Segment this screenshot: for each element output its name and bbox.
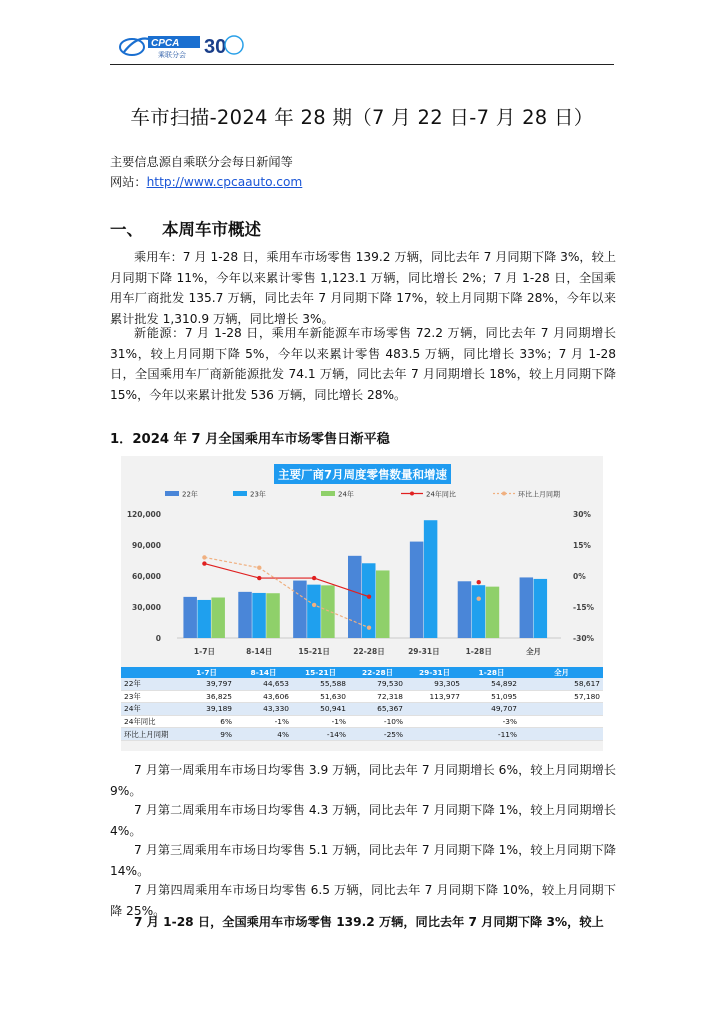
source-line: 主要信息源自乘联分会每日新闻等 (110, 155, 293, 169)
x-tick-label: 15-21日 (298, 647, 330, 656)
line-point (202, 555, 206, 559)
table-cell (520, 728, 603, 741)
subsection-heading: 1．2024 年 7 月全国乘用车市场零售日渐平稳 (110, 432, 390, 447)
y-right-tick: 15% (573, 541, 591, 550)
table-cell: 24年同比 (121, 715, 178, 728)
table-cell: 39,189 (178, 703, 235, 716)
table-cell: 113,977 (406, 690, 463, 703)
table-cell: 43,330 (235, 703, 292, 716)
bar (183, 597, 197, 638)
line-point (202, 561, 206, 565)
legend-label: 23年 (250, 490, 266, 499)
chart-title: 主要厂商7月周度零售数量和增速 (278, 467, 447, 482)
weekly-retail-chart (121, 456, 603, 751)
week2-summary: 7 月第二周乘用车市场日均零售 4.3 万辆，同比去年 7 月同期下降 1%，较上月同期增长 4%。 (110, 803, 616, 838)
bar (238, 592, 252, 638)
legend-swatch (233, 491, 247, 496)
section-title: 本周车市概述 (162, 220, 261, 239)
line-point (257, 576, 261, 580)
website-line (110, 172, 616, 193)
bar (424, 520, 438, 638)
table-cell: 51,095 (463, 690, 520, 703)
table-cell: 65,367 (349, 703, 406, 716)
bar (458, 581, 472, 638)
line-point (257, 566, 261, 570)
table-cell (520, 703, 603, 716)
table-cell: 36,825 (178, 690, 235, 703)
website-label: 网站： (110, 175, 147, 189)
bar (252, 593, 265, 638)
logo-subtext: 乘联分会 (158, 51, 186, 59)
table-cell (406, 715, 463, 728)
table-body (121, 678, 603, 740)
table-row (121, 728, 603, 741)
bar (376, 570, 390, 638)
page-header (110, 26, 614, 65)
y-right-tick: -15% (573, 603, 595, 612)
section-heading (110, 216, 261, 240)
bar (293, 581, 307, 638)
table-cell: 44,653 (235, 678, 292, 690)
series-line (204, 557, 369, 627)
table-header-cell: 1-28日 (463, 667, 520, 678)
table-cell: -1% (292, 715, 349, 728)
paragraph-passenger-car: 乘用车：7 月 1-28 日，乘用车市场零售 139.2 万辆，同比去年 7 月同期下降 3%，较上月同期下降 11%，今年以来累计零售 1,123.1 万辆，同比增长 2%；7 月 1-28 日，全国乘用车厂商批发 135.7 万辆，同比去年 7 月同期下降 17%，较上月同期下降 28%，今年以来累计批发 1,310.9 万辆，同比增长 3%。 (110, 250, 616, 326)
bar (520, 577, 534, 638)
table-cell: 6% (178, 715, 235, 728)
table-cell: 23年 (121, 690, 178, 703)
table-cell: -25% (349, 728, 406, 741)
series-line (204, 564, 369, 597)
table-cell: 22年 (121, 678, 178, 690)
y-right-tick: -30% (573, 634, 595, 643)
table-cell: 57,180 (520, 690, 603, 703)
y-left-tick: 30,000 (132, 603, 161, 612)
y-left-tick: 120,000 (126, 510, 161, 519)
line-point (367, 594, 371, 598)
table-cell: 9% (178, 728, 235, 741)
table-cell: -3% (463, 715, 520, 728)
table-header-cell: 1-7日 (178, 667, 235, 678)
table-header-cell: 全月 (520, 667, 603, 678)
table-cell: 72,318 (349, 690, 406, 703)
table-cell: 39,797 (178, 678, 235, 690)
bar (321, 585, 335, 638)
logo-text: CPCA (151, 38, 180, 49)
bar (534, 579, 548, 638)
table-cell: 49,707 (463, 703, 520, 716)
table-cell: -1% (235, 715, 292, 728)
y-right-tick: 0% (573, 572, 586, 581)
table-cell: 43,606 (235, 690, 292, 703)
legend-label: 24年同比 (426, 490, 456, 499)
line-point (312, 603, 316, 607)
table-header-cell: 8-14日 (235, 667, 292, 678)
legend-label: 24年 (338, 490, 354, 499)
table-cell: 环比上月同期 (121, 728, 178, 741)
table-cell: 4% (235, 728, 292, 741)
x-tick-label: 29-31日 (408, 647, 440, 656)
x-tick-label: 1-28日 (465, 647, 492, 656)
table-cell: -10% (349, 715, 406, 728)
table-row (121, 703, 603, 716)
table-row (121, 715, 603, 728)
table-cell (520, 715, 603, 728)
table-cell: 79,530 (349, 678, 406, 690)
table-header-cell: 22-28日 (349, 667, 406, 678)
x-tick-label: 1-7日 (193, 647, 215, 656)
x-tick-label: 全月 (526, 647, 542, 656)
y-right-tick: 30% (573, 510, 591, 519)
table-cell: 54,892 (463, 678, 520, 690)
line-point (477, 597, 481, 601)
table-cell: 24年 (121, 703, 178, 716)
bar (197, 600, 211, 638)
section-number: 一、 (110, 220, 143, 239)
table-header-row (121, 667, 603, 678)
week1-summary: 7 月第一周乘用车市场日均零售 3.9 万辆，同比去年 7 月同期增长 6%，较上月同期增长 9%。 (110, 763, 616, 798)
chart-svg (121, 456, 603, 667)
table-header-cell (121, 667, 178, 678)
table-cell: 55,588 (292, 678, 349, 690)
bar (211, 598, 225, 638)
bar (348, 556, 362, 638)
table-cell: 93,305 (406, 678, 463, 690)
legend-label: 22年 (182, 490, 198, 499)
legend-marker (410, 492, 414, 496)
anniversary-logo (202, 30, 250, 60)
y-left-tick: 60,000 (132, 572, 161, 581)
cpca-logo (118, 30, 202, 60)
bar (266, 593, 280, 638)
data-table (121, 667, 603, 741)
table-cell: 50,941 (292, 703, 349, 716)
week4-summary: 7 月第四周乘用车市场日均零售 6.5 万辆，同比去年 7 月同期下降 10%，较上月同期下降 25%。 (110, 883, 616, 918)
paragraph-new-energy: 新能源：7 月 1-28 日，乘用车新能源车市场零售 72.2 万辆，同比去年 7 月同期增长 31%，较上月同期下降 5%，今年以来累计零售 483.5 万辆，同比增长 33%；7 月 1-28 日，全国乘用车厂商新能源批发 74.1 万辆，同比去年 7 月同期增长 18%，较上月同期下降 15%，今年以来累计批发 536 万辆，同比增长 28%。 (110, 326, 616, 402)
bar (472, 585, 486, 638)
bar (486, 587, 500, 638)
anniversary-number: 30 (204, 36, 227, 58)
line-point (367, 625, 371, 629)
week3-summary: 7 月第三周乘用车市场日均零售 5.1 万辆，同比去年 7 月同期下降 1%，较上月同期下降 14%。 (110, 843, 616, 878)
table-cell: 51,630 (292, 690, 349, 703)
page-title: 车市扫描-2024 年 28 期（7 月 22 日-7 月 28 日） (130, 106, 594, 129)
table-cell: 58,617 (520, 678, 603, 690)
table-cell (406, 703, 463, 716)
legend-swatch (321, 491, 335, 496)
y-left-tick: 90,000 (132, 541, 161, 550)
table-cell: -11% (463, 728, 520, 741)
table-row (121, 690, 603, 703)
y-left-tick: 0 (155, 634, 161, 643)
line-point (312, 576, 316, 580)
bar (410, 542, 424, 638)
line-point (477, 580, 481, 584)
x-tick-label: 22-28日 (353, 647, 385, 656)
website-link[interactable]: http://www.cpcaauto.com (146, 175, 303, 189)
legend-label: 环比上月同期 (518, 490, 560, 499)
table-cell: -14% (292, 728, 349, 741)
bar (307, 585, 321, 638)
table-header-cell: 29-31日 (406, 667, 463, 678)
table-cell (406, 728, 463, 741)
legend-swatch (165, 491, 179, 496)
x-tick-label: 8-14日 (246, 647, 273, 656)
legend-marker (502, 492, 506, 496)
table-row (121, 678, 603, 690)
bold-summary-line: 7 月 1-28 日，全国乘用车市场零售 139.2 万辆，同比去年 7 月同期下降 3%，较上 (134, 915, 604, 929)
table-header-cell: 15-21日 (292, 667, 349, 678)
